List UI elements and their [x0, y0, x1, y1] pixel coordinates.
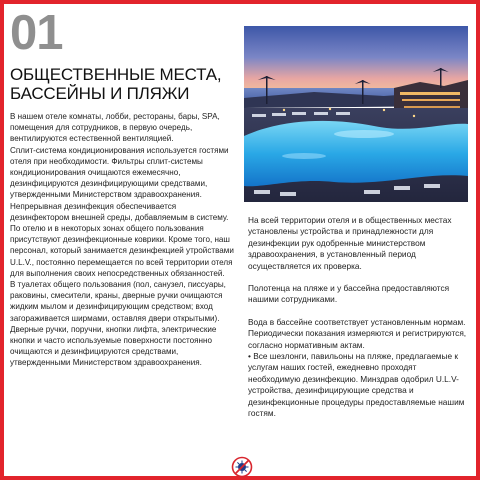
no-virus-icon	[231, 456, 253, 478]
right-paragraph-hand-sanitizer: На всей территории отеля и в общественных местах установлены устройства и принадлежности для дезинфекции рук одобренные министерством здравоохранения, в установленный период осуществляется их проверка.	[248, 215, 452, 271]
right-paragraph-loungers: • Все шезлонги, павильоны на пляже, предлагаемые к услугам наших гостей, ежедневно проходят необходимую дезинфекцию. Минздрав одобрил U.L.V-устройства, дезинфицирующие средства и дезинфекционные процедуры предоставляемые нашим гостям.	[248, 351, 465, 419]
left-paragraph-mats: По отелю и в некоторых зонах общего пользования присутствуют дезинфекционные коврики. Кроме того, наш персонал, который занимается дезинфекцией утройствами U.L.V., постоянно перемещается по всей территории отеля для выполнения своих непосредственных обязанностей.	[10, 224, 234, 278]
title-line-1: ОБЩЕСТВЕННЫЕ МЕСТА,	[10, 65, 222, 84]
right-paragraph-pool-water: Вода в бассейне соответствует установленным нормам. Периодически показания измеряются и регистрируются, согласно нормативным актам.	[248, 316, 467, 350]
left-paragraph-split-system: Сплит-система кондиционирования используется гостями отеля при необходимости. Фильтры сплит-системы кондиционирования очищаются ежемесячно, дезинфицируются дезинфицирующими средствами, утвержденными Министерством здравоохранения. Непрерывная дезинфекция обеспечивается дезинфектором внешней среды, добавляемым в систему.	[10, 145, 229, 222]
right-column-text	[248, 215, 468, 420]
left-paragraph-ventilation: В нашем отеле комнаты, лобби, рестораны, бары, SPA, помещения для сотрудников, в первую очередь, вентилируются естественной вентиляцией.	[10, 112, 220, 144]
left-column-text	[10, 111, 236, 369]
left-paragraph-toilets: В туалетах общего пользования (пол, санузел, писсуары, раковины, смесители, краны, дверные ручки очищаются жидким мылом и дезинфицирующим средством; вход загораживается ширмами, оставляя двери открытыми). Дверные ручки, поручни, кнопки лифта, электрические кнопки и часто используемые поверхности постоянно очищаются и дезинфицируются средствами, утвержденными Министерством здравоохранения.	[10, 280, 226, 368]
right-paragraph-towels: Полотенца на пляже и у бассейна предоставляются нашими сотрудниками.	[248, 283, 450, 305]
hotel-pool-photo	[244, 26, 468, 202]
page-title	[10, 65, 240, 103]
section-number: 01	[10, 6, 63, 60]
title-line-2: БАССЕЙНЫ И ПЛЯЖИ	[10, 84, 190, 103]
